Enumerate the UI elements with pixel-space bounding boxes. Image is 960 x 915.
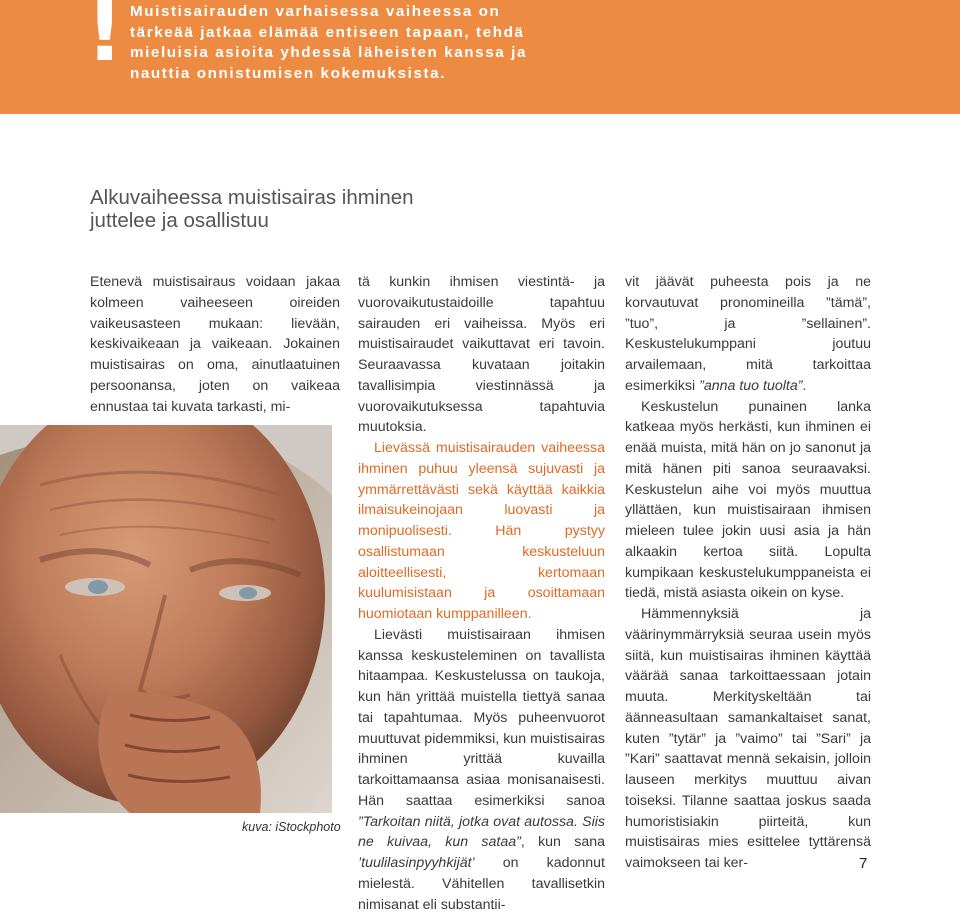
- col2-p3-quote-1: ”Tarkoitan niitä, jotka ovat autossa. Siis ne kuivaa, kun sataa”: [358, 813, 605, 851]
- col1-paragraph-1: Etenevä muistisairaus voidaan jakaa kolmeen vaiheeseen oireiden vaikeusasteen mukaan: lievään, keskivaikeaan ja vaikeaan. Jokainen muistisairas on oma, ainutlaatuinen persoonansa, joten on vaikeaa ennustaa tai kuvata tarkasti, mi-: [90, 274, 340, 415]
- col3-p1-start: vit jäävät puheesta pois ja ne korvautuvat pronomineilla ”tämä”, ”tuo”, ja ”sellainen”. Keskustelukumppani joutuu arvailemaan, mitä tarkoittaa esimerkiksi: [625, 274, 871, 394]
- col2-p3-start: Lievästi muistisairaan ihmisen kanssa keskusteleminen on tavallista hitaampaa. Keskustelussa on taukoja, kun hän yrittää muistella tiettyä sanaa tai tapahtumaa. Myös puheenvuorot muuttuvat pidemmiksi, kun muistisairas ihminen yrittää kuvailla tarkoittamaansa asiaa monisanaisesti. Hän saattaa esimerkiksi sanoa: [358, 626, 605, 809]
- col2-p3-mid: , kun sana: [520, 834, 605, 851]
- heading-line-2: juttelee ja osallistuu: [90, 209, 269, 232]
- column-2: [358, 272, 605, 915]
- col3-paragraph-2: Keskustelun punainen lanka katkeaa myös herkästi, kun ihminen ei enää muista, mitä hän on jo sanonut ja mitä hänen piti sanoa seuraavaksi. Keskustelun aihe voi myös muuttua yllättäen, kun muistisairaan ihmisen mieleen tulee jokin uusi asia ja hän alkaakin kertoa siitä. Lopulta kumpikaan keskustelukumppaneista ei tiedä, mistä asiasta oikein on kyse.: [625, 398, 871, 602]
- banner-text: Muistisairauden varhaisessa vaiheessa on tärkeää jatkaa elämää entiseen tapaan, tehdä mieluisia asioita yhdessä läheisten kanssa ja nauttia onnistumisen kokemuksista.: [130, 3, 528, 82]
- col2-paragraph-2: [358, 438, 605, 625]
- heading-line-1: Alkuvaiheessa muistisairas ihminen: [90, 186, 414, 209]
- col2-p3-end: on kadonnut mielestä. Vähitellen tavallisetkin nimisanat eli substantii-: [358, 855, 605, 913]
- col2-paragraph-2-text: Lievässä muistisairauden vaiheessa ihminen puhuu yleensä sujuvasti ja ymmärrettävästi sekä käyttää kaikkia ilmaisukeinojaan luovasti ja monipuolisesti. Hän pystyy osallistumaan keskusteluun aloitteellisesti, kertomaan kuulumisistaan ja osoittamaan huomiotaan kumppanilleen.: [358, 440, 605, 622]
- col2-paragraph-1: tä kunkin ihmisen viestintä- ja vuorovaikutustaidoille tapahtuu sairauden eri vaiheissa. Myös eri muistisairaudet vaikuttavat eri tavoin. Seuraavassa kuvataan joitakin tavallisimpia viestinnässä ja vuorovaikutuksessa tapahtuvia muutoksia.: [358, 274, 605, 436]
- col3-p1-quote: ”anna tuo tuolta”: [699, 377, 803, 394]
- col2-paragraph-3: [358, 625, 605, 915]
- photo-illustration: [0, 425, 332, 813]
- col3-paragraph-1: [625, 272, 871, 397]
- col3-p1-end: .: [802, 377, 807, 394]
- column-3: [625, 272, 871, 874]
- elderly-man-photo: [0, 425, 332, 813]
- col2-p3-quote-2: ’tuulilasinpyyhkijät’: [358, 855, 475, 871]
- page-number: 7: [859, 855, 868, 872]
- article-heading: [90, 186, 490, 232]
- column-1: [90, 272, 340, 417]
- exclamation-icon: !: [86, 0, 124, 80]
- photo-credit: kuva: iStockphoto: [242, 820, 341, 834]
- top-banner: [0, 0, 960, 114]
- col3-paragraph-3: Hämmennyksiä ja väärinymmärryksiä seuraa usein myös siitä, kun muistisairas ihminen käyttää väärää sanaa tarkoittaessaan jotain muuta. Merkityskeltään tai äänneasultaan samankaltaiset sanat, kuten ”tytär” ja ”vaimo” tai ”Sari” ja ”Kari” saattavat mennä sekaisin, jolloin lauseen merkitys muuttuu aivan toiseksi. Tilanne saattaa joskus saada humoristisiakin piirteitä, kun muistisairas mies esittelee tyttärensä vaimokseen tai ker-: [625, 606, 871, 871]
